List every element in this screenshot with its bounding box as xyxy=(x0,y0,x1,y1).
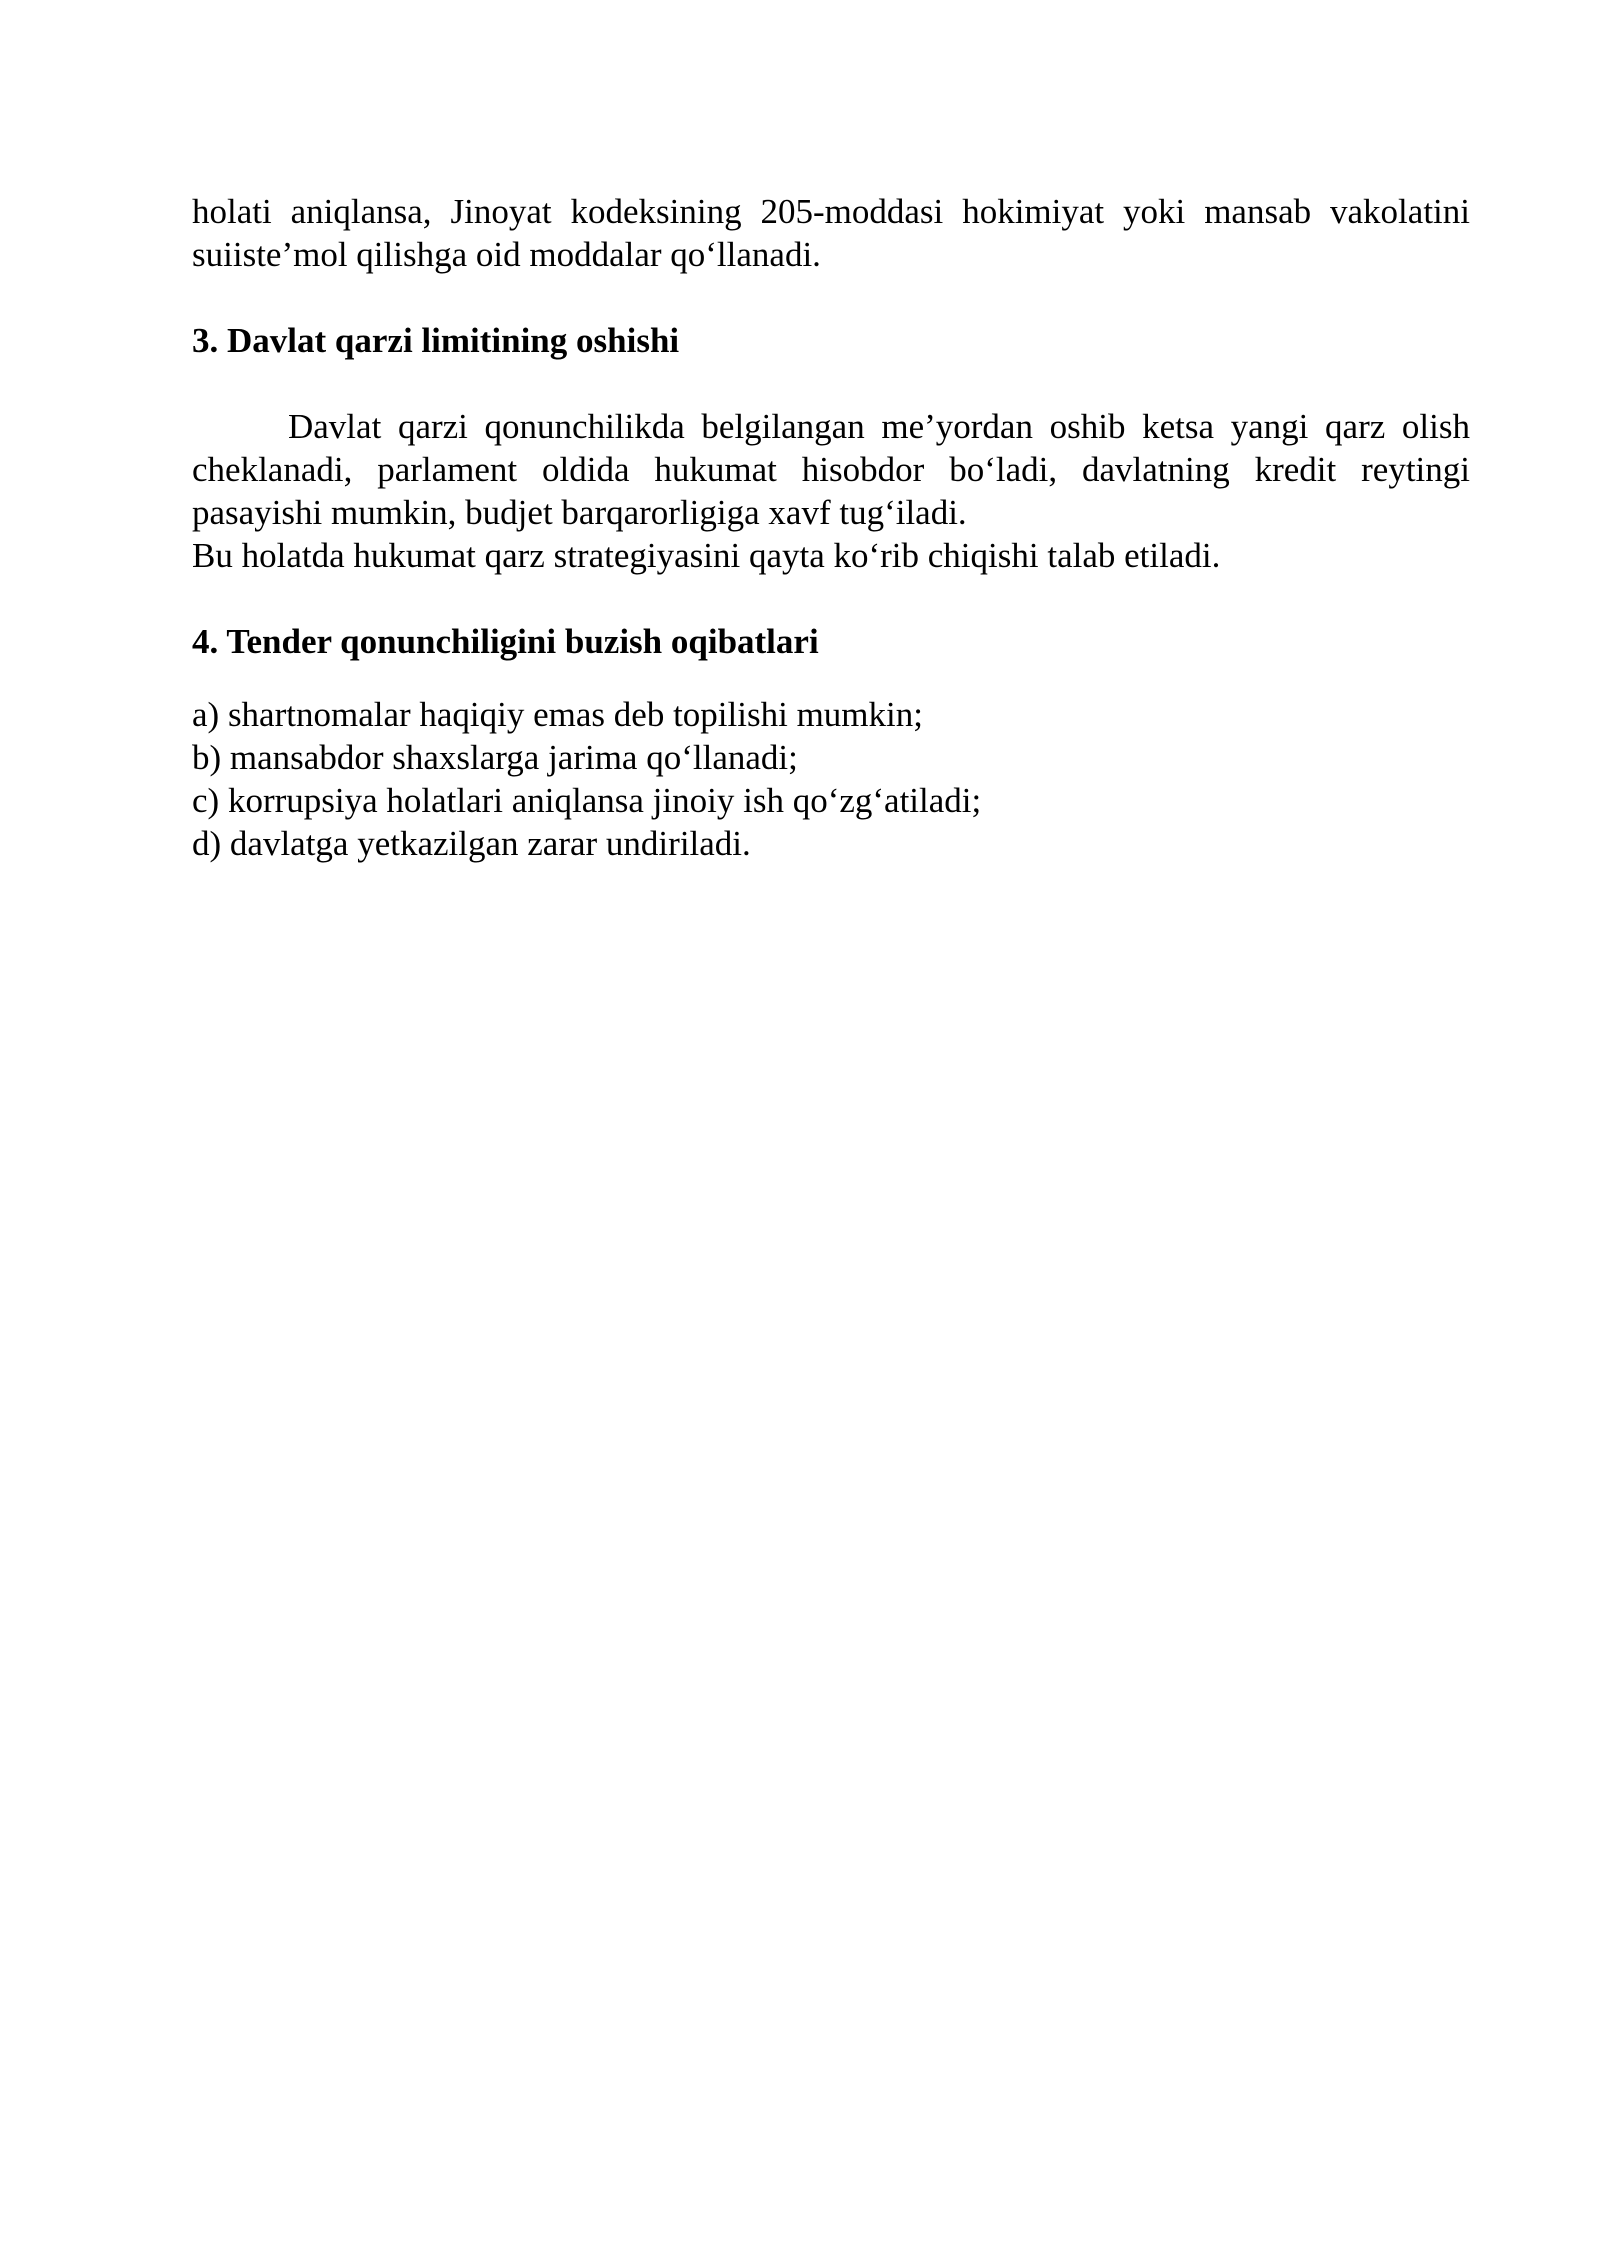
list-item: a) shartnomalar haqiqiy emas deb topilishi mumkin; xyxy=(192,695,923,734)
list-item: d) davlatga yetkazilgan zarar undiriladi. xyxy=(192,824,751,863)
consequences-list xyxy=(192,693,1470,865)
spacer xyxy=(192,276,1470,319)
list-item: b) mansabdor shaxslarga jarima qo‘llanadi; xyxy=(192,738,798,777)
spacer xyxy=(192,577,1470,620)
section-3-paragraph-2: Bu holatda hukumat qarz strategiyasini qayta ko‘rib chiqishi talab etiladi. xyxy=(192,536,1221,575)
paragraph-continuation: holati aniqlansa, Jinoyat kodeksining 205-moddasi hokimiyat yoki mansab vakolatini suiiste’mol qilishga oid moddalar qo‘llanadi. xyxy=(192,192,1470,274)
spacer xyxy=(192,663,1470,693)
section-4-heading: 4. Tender qonunchiligini buzish oqibatlari xyxy=(192,622,819,661)
spacer xyxy=(192,362,1470,405)
section-3-paragraph: Davlat qarzi qonunchilikda belgilangan me’yordan oshib ketsa yangi qarz olish cheklanadi, parlament oldida hukumat hisobdor bo‘ladi, davlatning kredit reytingi pasayishi mumkin, budjet barqarorligiga xavf tug‘iladi. xyxy=(192,407,1470,532)
document-page xyxy=(192,190,1470,865)
section-3-heading: 3. Davlat qarzi limitining oshishi xyxy=(192,321,680,360)
list-item: c) korrupsiya holatlari aniqlansa jinoiy ish qo‘zg‘atiladi; xyxy=(192,781,982,820)
